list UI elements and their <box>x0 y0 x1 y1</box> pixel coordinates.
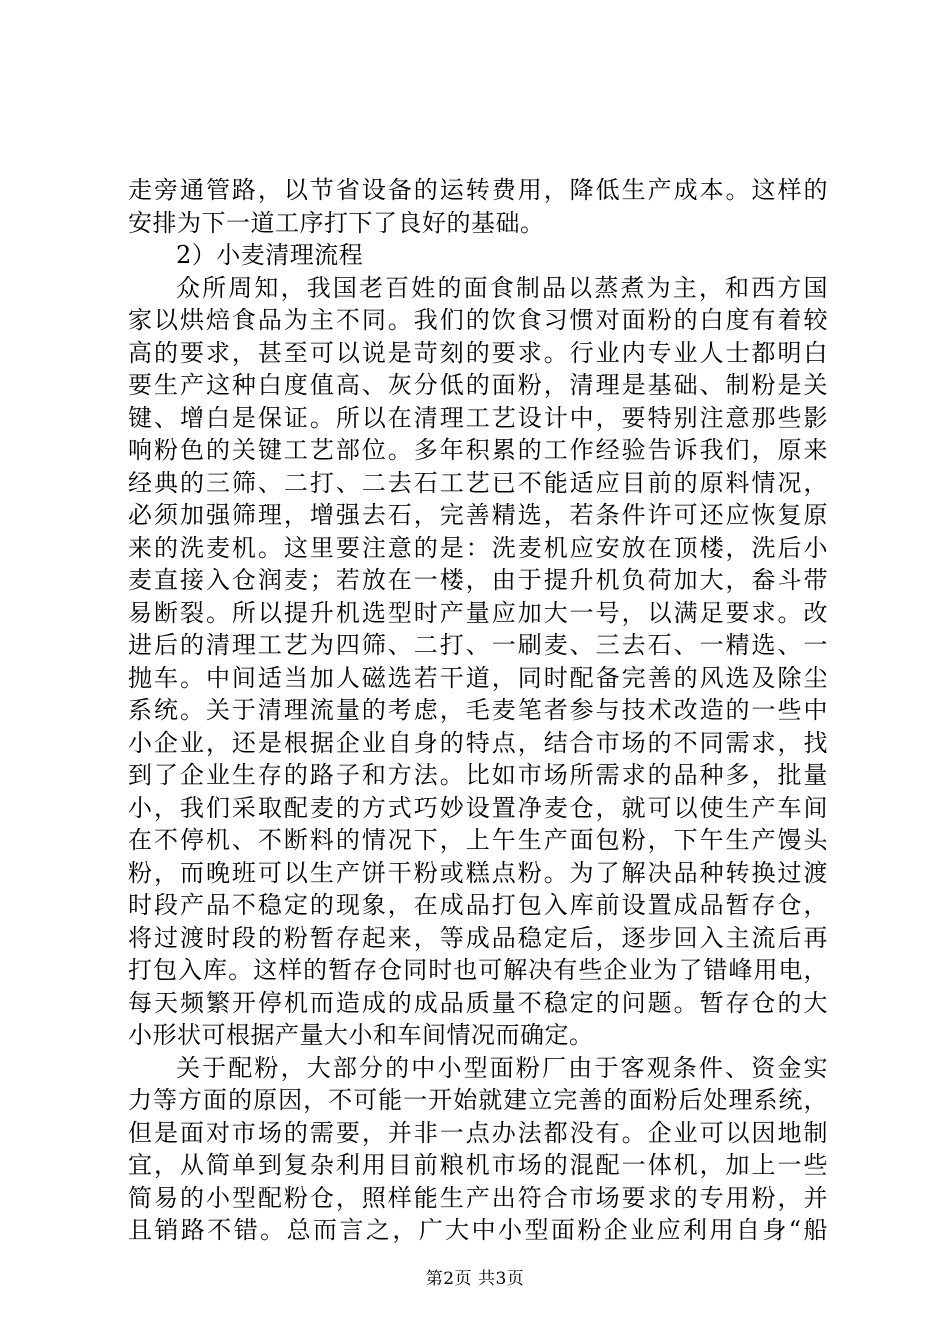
text-line: 进后的清理工艺为四筛、二打、一刷麦、三去石、一精选、一 <box>128 631 828 659</box>
text-line: 经典的三筛、二打、二去石工艺已不能适应目前的原料情况， <box>128 468 828 497</box>
text-line: 在不停机、不断料的情况下，上午生产面包粉，下午生产馒头 <box>128 826 828 854</box>
text-line: 家以烘焙食品为主不同。我们的饮食习惯对面粉的白度有着较 <box>128 306 828 334</box>
text-line: 响粉色的关键工艺部位。多年积累的工作经验告诉我们，原来 <box>128 436 828 464</box>
text-line: 每天频繁开停机而造成的成品质量不稳定的问题。暂存仓的大 <box>128 988 828 1017</box>
text-line: 众所周知，我国老百姓的面食制品以蒸煮为主，和西方国 <box>176 273 828 302</box>
text-line: 宜，从简单到复杂利用目前粮机市场的混配一体机，加上一些 <box>128 1151 828 1179</box>
text-line: 走旁通管路，以节省设备的运转费用，降低生产成本。这样的 <box>128 176 828 204</box>
text-line: 系统。关于清理流量的考虑，毛麦笔者参与技术改造的一些中 <box>128 696 828 724</box>
text-line: 到了企业生存的路子和方法。比如市场所需求的品种多，批量 <box>128 761 828 789</box>
text-line: 打包入库。这样的暂存仓同时也可解决有些企业为了错峰用电， <box>128 956 828 984</box>
document-body <box>128 174 828 1247</box>
text-line: 小形状可根据产量大小和车间情况而确定。 <box>128 1021 594 1049</box>
text-line: 时段产品不稳定的现象，在成品打包入库前设置成品暂存仓， <box>128 891 828 919</box>
text-line: 抛车。中间适当加人磁选若干道，同时配备完善的风选及除尘 <box>128 663 828 692</box>
page-footer: 第2页 共3页 <box>425 1269 525 1289</box>
text-line: 键、增白是保证。所以在清理工艺设计中，要特别注意那些影 <box>128 403 828 432</box>
text-line: 简易的小型配粉仓，照样能生产出符合市场要求的专用粉，并 <box>128 1183 828 1212</box>
text-line: 但是面对市场的需要，并非一点办法都没有。企业可以因地制 <box>128 1118 828 1147</box>
text-line: 麦直接入仓润麦；若放在一楼，由于提升机负荷加大，畚斗带 <box>128 566 828 594</box>
section-heading: 2）小麦清理流程 <box>176 241 364 269</box>
text-line: 小企业，还是根据企业自身的特点，结合市场的不同需求，找 <box>128 728 828 757</box>
text-line: 力等方面的原因，不可能一开始就建立完善的面粉后处理系统， <box>128 1086 828 1114</box>
text-line: 关于配粉，大部分的中小型面粉厂由于客观条件、资金实 <box>176 1053 828 1082</box>
text-line: 必须加强筛理，增强去石，完善精选，若条件许可还应恢复原 <box>128 501 828 529</box>
text-line: 高的要求，甚至可以说是苛刻的要求。行业内专业人士都明白 <box>128 338 828 367</box>
text-line: 安排为下一道工序打下了良好的基础。 <box>128 208 545 237</box>
text-line: 来的洗麦机。这里要注意的是：洗麦机应安放在顶楼，洗后小 <box>128 533 828 562</box>
text-line: 易断裂。所以提升机选型时产量应加大一号，以满足要求。改 <box>128 598 828 627</box>
text-line: 小，我们采取配麦的方式巧妙设置净麦仓，就可以使生产车间 <box>128 793 828 822</box>
text-line: 将过渡时段的粉暂存起来，等成品稳定后，逐步回入主流后再 <box>128 923 828 952</box>
text-line: 且销路不错。总而言之，广大中小型面粉企业应利用自身“船 <box>128 1216 828 1244</box>
text-line: 粉，而晚班可以生产饼干粉或糕点粉。为了解决品种转换过渡 <box>128 858 828 887</box>
text-line: 要生产这种白度值高、灰分低的面粉，清理是基础、制粉是关 <box>128 371 828 399</box>
